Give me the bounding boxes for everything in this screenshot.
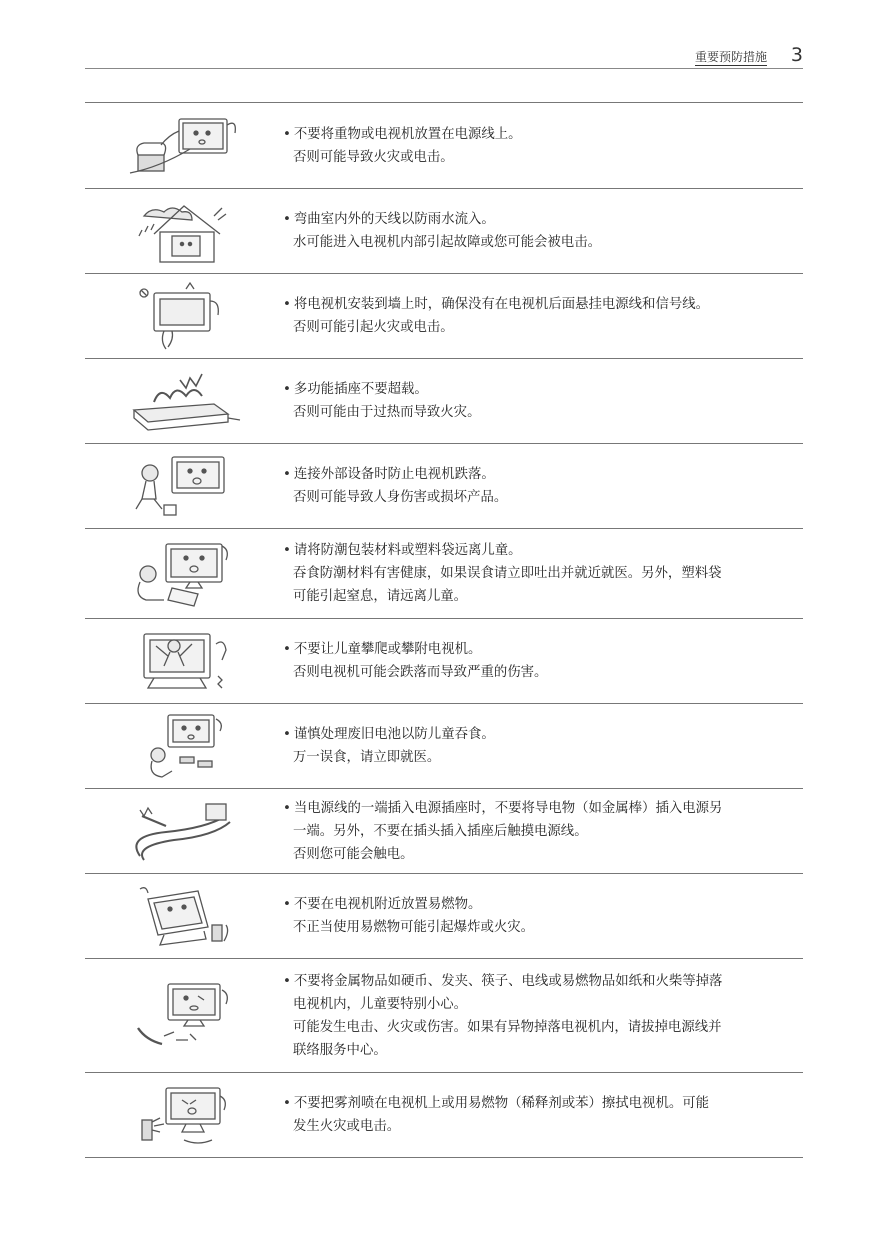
consequence-text: 否则电视机可能会跌落而导致严重的伤害。 [293,665,548,680]
consequence-text: 否则您可能会触电。 [293,846,414,862]
precaution-item [85,874,803,959]
precautions-list [85,102,803,1158]
warning-text: • 不要将重物或电视机放置在电源线上。 [283,123,781,146]
warning-text: • 将电视机安装到墙上时，确保没有在电视机后面悬挂电源线和信号线。 [283,293,781,316]
page-number: 3 [790,44,803,66]
tv-antenna-rain-house-illustration [85,189,283,273]
warning-text: • 连接外部设备时防止电视机跌落。 [283,463,781,486]
warning-text: • 不要让儿童攀爬或攀附电视机。 [283,638,781,661]
tv-heavy-object-on-cord-illustration [85,103,283,188]
tv-spray-cleaning-illustration [85,1073,283,1157]
consequence-text: 否则可能导致人身伤害或损坏产品。 [293,490,508,505]
section-title: 重要预防措施 [694,50,767,64]
precaution-item [85,444,803,529]
consequence-text: 否则可能由于过热而导致火灾。 [293,405,481,420]
warning-text: • 谨慎处理废旧电池以防儿童吞食。 [283,723,781,746]
warning-text: • 弯曲室内外的天线以防雨水流入。 [283,208,781,231]
tv-packaging-child-illustration [85,529,283,618]
precaution-item [85,103,803,189]
precaution-item [85,959,803,1073]
consequence-text: 联络服务中心。 [293,1042,387,1058]
precaution-item [85,359,803,444]
power-cord-metal-rod-illustration [85,789,283,873]
precaution-item [85,1073,803,1158]
warning-text: • 当电源线的一端插入电源插座时，不要将导电物（如金属棒）插入电源另 [283,797,781,820]
consequence-text: 万一误食，请立即就医。 [293,750,441,765]
precaution-item [85,529,803,619]
consequence-text: 可能发生电击、火灾或伤害。如果有异物掉落电视机内，请拔掉电源线并 [293,1019,722,1035]
warning-text: • 请将防潮包装材料或塑料袋远离儿童。 [283,539,781,562]
warning-text: 发生火灾或电击。 [293,1119,401,1134]
precaution-item [85,189,803,274]
tv-falling-child-illustration [85,444,283,528]
consequence-text: 吞食防潮材料有害健康，如果误食请立即吐出并就近就医。另外，塑料袋 [293,566,722,581]
precaution-item [85,619,803,704]
warning-text: • 不要在电视机附近放置易燃物。 [283,893,781,916]
tv-metal-objects-illustration [85,959,283,1072]
consequence-text: 否则可能导致火灾或电击。 [293,149,454,165]
precaution-item [85,704,803,789]
consequence-text: 不正当使用易燃物可能引起爆炸或火灾。 [293,920,535,935]
warning-text: 一端。另外，不要在插头插入插座后触摸电源线。 [293,823,588,839]
consequence-text: 可能引起窒息，请远离儿童。 [293,589,468,604]
warning-text: 电视机内，儿童要特别小心。 [293,996,468,1012]
warning-text: • 不要将金属物品如硬币、发夹、筷子、电线或易燃物品如纸和火柴等掉落 [283,970,781,993]
tv-flammable-items-illustration [85,874,283,958]
consequence-text: 水可能进入电视机内部引起故障或您可能会被电击。 [293,235,601,250]
precaution-item [85,274,803,359]
warning-text: • 不要把雾剂喷在电视机上或用易燃物（稀释剂或苯）擦拭电视机。可能 [283,1092,781,1115]
consequence-text: 否则可能引起火灾或电击。 [293,320,454,335]
child-climbing-tv-illustration [85,619,283,703]
warning-text: • 多功能插座不要超载。 [283,378,781,401]
precaution-item [85,789,803,874]
page-header [85,44,803,69]
overloaded-power-strip-illustration [85,359,283,443]
tv-wall-mount-cables-illustration [85,274,283,358]
tv-battery-child-illustration [85,704,283,788]
